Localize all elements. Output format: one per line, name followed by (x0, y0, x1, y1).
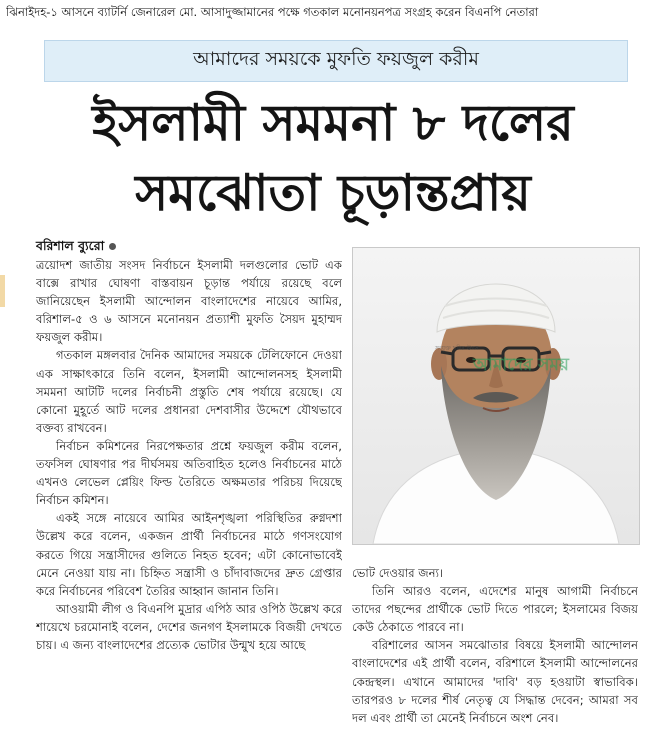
page-edge-strip (0, 275, 5, 307)
photo-caption: ঝিনাইদহ-১ আসনে ব্যাটর্নি জেনারেল মো. আসাদুজ্জামানের পক্ষে গতকাল মনোনয়নপত্র সংগ্রহ করেন বিএনপি নেতারা (6, 5, 539, 19)
paragraph: ভোট দেওয়ার জন্য। (352, 566, 444, 580)
bullet-icon (109, 243, 116, 250)
photo-watermark: আমাদের সময় (473, 355, 569, 375)
headline (20, 88, 646, 228)
photo-watermark-small: সংযুক্ত ছবির উৎস (435, 345, 479, 352)
paragraph: একই সঙ্গে নায়েবে আমির আইনশৃঙ্খলা পরিস্থিতির রুগ্নদশা উল্লেখ করে বলেন, একজন প্রার্থী নির্বাচনের মাঠে গণসংযোগ করতে গিয়ে সন্ত্রাসীদের গুলিতে নিহত হবেন; এটা কোনোভাবেই মেনে নেওয়া যায় না। চিহ্নিত সন্ত্রাসী ও চাঁদাবাজদের দ্রুত গ্রেপ্তার করে নির্বাচনের পরিবেশ তৈরির আহ্বান জানান তিনি। (36, 511, 342, 598)
paragraph: ত্রয়োদশ জাতীয় সংসদ নির্বাচনে ইসলামী দলগুলোর ভোট এক বাক্সে রাখার ঘোষণা বাস্তবায়ন চূড়ান্ত পর্যায়ে রয়েছে বলে জানিয়েছেন ইসলামী আন্দোলন বাংলাদেশের নায়েবে আমির, বরিশাল-৫ ও ৬ আসনে মনোনয়ন প্রত্যাশী মুফতি সৈয়দ মুহাম্মদ ফয়জুল করীম। (36, 258, 342, 345)
article-column-left (36, 256, 342, 746)
byline (36, 238, 116, 258)
kicker-text: আমাদের সময়কে মুফতি ফয়জুল করীম (193, 48, 479, 70)
paragraph: নির্বাচন কমিশনের নিরপেক্ষতার প্রশ্নে ফয়জুল করীম বলেন, তফসিল ঘোষণার পর দীর্ঘসময় অতিবাহিত হলেও নির্বাচনের মাঠে এখনও লেভেল প্লেয়িং ফিল্ড তৈরিতে অক্ষমতার পরিচয় দিয়েছে নির্বাচন কমিশন। (36, 438, 342, 508)
paragraph: আওয়ামী লীগ ও বিএনপি মুদ্রার এপিঠ আর ওপিঠ উল্লেখ করে শায়েখে চরমোনাই বলেন, দেশের জনগণ ইসলামকে বিজয়ী দেখতে চায়। এ জন্য বাংলাদেশের প্রত্যেক ভোটার উন্মুখ হয়ে আছে (36, 601, 342, 652)
article-column-right (352, 564, 638, 744)
byline-text: বরিশাল ব্যুরো (36, 238, 105, 253)
headline-line-1: ইসলামী সমমনা ৮ দলের (92, 93, 574, 152)
headline-line-2: সমঝোতা চূড়ান্তপ্রায় (135, 163, 531, 222)
portrait-illustration (353, 248, 639, 544)
paragraph: বরিশালের আসন সমঝোতার বিষয়ে ইসলামী আন্দোলন বাংলাদেশের এই প্রার্থী বলেন, বরিশালে ইসলামী আন্দোলনের কেন্দ্রস্থল। এখানে আমাদের 'দাবি' বড় হওয়াটা স্বাভাবিক। তারপরও ৮ দলের শীর্ষ নেতৃত্ব যে সিদ্ধান্ত দেবেন; আমরা সব দল এবং প্রার্থী তা মেনেই নির্বাচনে অংশ নেব। (352, 638, 638, 725)
paragraph: তিনি আরও বলেন, এদেশের মানুষ আগামী নির্বাচনে তাদের পছন্দের প্রার্থীকে ভোট দিতে পারলে; ইসলামের বিজয় কেউ ঠেকাতে পারবে না। (352, 584, 638, 635)
kicker-banner (44, 40, 628, 82)
paragraph: গতকাল মঙ্গলবার দৈনিক আমাদের সময়কে টেলিফোনে দেওয়া এক সাক্ষাৎকারে তিনি বলেন, ইসলামী আন্দোলনসহ ইসলামী সমমনা আটটি দলের নির্বাচনী প্রস্তুতি শেষ পর্যায়ে রয়েছে। যে কোনো মুহূর্তে আট দলের প্রধানরা দেশবাসীর উদ্দেশে যৌথভাবে বক্তব্য রাখবেন। (36, 348, 342, 435)
portrait-photo (352, 247, 640, 545)
